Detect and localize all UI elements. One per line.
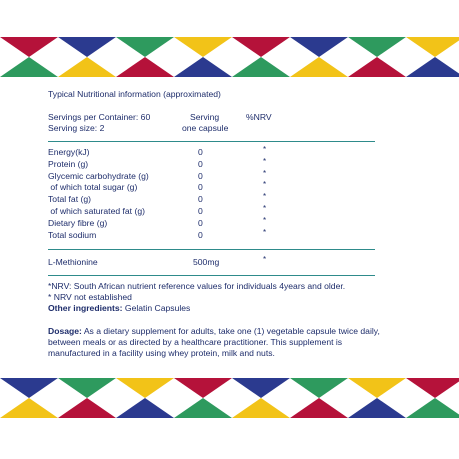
pattern-triangle [232, 378, 290, 398]
nutrient-nrv: * [263, 204, 267, 213]
serving-size: Serving size: 2 [48, 123, 105, 133]
divider [48, 275, 375, 276]
nutrient-name: Total sodium [48, 229, 97, 240]
nutrient-value: 0 [198, 194, 203, 205]
pattern-triangle [174, 398, 232, 418]
pattern-triangle [0, 57, 58, 77]
diamond-pattern [0, 37, 459, 77]
nutrient-name: Glycemic carbohydrate (g) [48, 170, 149, 181]
pattern-triangle [290, 57, 348, 77]
diamond-pattern [0, 378, 459, 418]
nutrient-nrv: * [263, 215, 267, 225]
pattern-triangle [58, 378, 116, 398]
dosage [48, 326, 383, 360]
active-nrv: * [263, 255, 267, 264]
pattern-triangle [406, 37, 459, 57]
nutrient-name: of which total sugar (g) [48, 182, 138, 193]
top-pattern-band [0, 37, 459, 77]
nutrient-name: Total fat (g) [48, 194, 91, 205]
nutrient-row [48, 206, 378, 218]
nutrient-nrv: * [263, 145, 267, 154]
nutrient-nrv: * [263, 227, 267, 237]
pattern-triangle [406, 398, 459, 418]
pattern-triangle [0, 378, 58, 398]
other-ingredients-label: Other ingredients: [48, 303, 123, 313]
dosage-label: Dosage: [48, 326, 82, 336]
nutrient-value: 0 [198, 206, 203, 216]
nutrient-row [48, 215, 378, 230]
pattern-triangle [116, 37, 174, 57]
pattern-triangle [232, 57, 290, 77]
serving-col-header-line2: one capsule [182, 123, 229, 133]
pattern-triangle [348, 398, 406, 418]
pattern-triangle [174, 57, 232, 77]
pattern-triangle [290, 37, 348, 57]
nrv-col-header: %NRV [246, 112, 272, 122]
pattern-triangle [116, 57, 174, 77]
pattern-triangle [232, 398, 290, 418]
active-name: L-Methionine [48, 257, 98, 267]
other-ingredients [48, 303, 378, 314]
pattern-triangle [116, 378, 174, 398]
pattern-triangle [232, 37, 290, 57]
active-value: 500mg [193, 257, 220, 267]
divider [48, 249, 375, 250]
nutrient-name: of which saturated fat (g) [48, 206, 145, 216]
pattern-triangle [406, 378, 459, 398]
nutrient-row [48, 194, 378, 206]
pattern-triangle [58, 398, 116, 418]
pattern-triangle [0, 398, 58, 418]
pattern-triangle [348, 57, 406, 77]
nutrient-nrv: * [263, 180, 267, 190]
nutrient-row [48, 156, 378, 171]
nutrient-row [48, 182, 378, 194]
pattern-triangle [290, 398, 348, 418]
bottom-pattern-band [0, 378, 459, 418]
pattern-triangle [174, 378, 232, 398]
nutrient-name: Energy(kJ) [48, 147, 90, 157]
table-title: Typical Nutritional information (approximated) [48, 89, 221, 99]
serving-col-header-line1: Serving [190, 112, 220, 122]
nrv-not-established: * NRV not established [48, 292, 132, 302]
nutrient-value: 0 [198, 147, 203, 157]
nutrient-row [48, 147, 378, 159]
nutrient-value: 0 [198, 229, 203, 240]
other-ingredients-value: Gelatin Capsules [122, 303, 191, 313]
nutrient-value: 0 [198, 158, 203, 169]
servings-per-container: Servings per Container: 60 [48, 112, 151, 122]
nutrient-name: Protein (g) [48, 158, 89, 169]
pattern-triangle [58, 57, 116, 77]
pattern-triangle [290, 378, 348, 398]
pattern-triangle [348, 378, 406, 398]
nutrient-nrv: * [263, 168, 267, 178]
pattern-triangle [116, 398, 174, 418]
nutrient-row [48, 227, 378, 242]
nutrient-value: 0 [198, 182, 203, 193]
nrv-definition: *NRV: South African nutrient reference values for individuals 4years and older. [48, 281, 346, 291]
pattern-triangle [406, 57, 459, 77]
active-ingredient-row [48, 257, 378, 269]
pattern-triangle [348, 37, 406, 57]
pattern-triangle [58, 37, 116, 57]
dosage-text: As a dietary supplement for adults, take one (1) vegetable capsule twice daily, between meals or as directed by a healthcare practitioner. This supplement is manufactured in a facility using whey protein, milk and nuts. [48, 326, 380, 359]
pattern-triangle [0, 37, 58, 57]
nutrient-row [48, 168, 378, 183]
nutrient-nrv: * [263, 192, 267, 202]
nutrient-value: 0 [198, 170, 203, 181]
nutrient-value: 0 [198, 217, 203, 228]
nutrient-nrv: * [263, 156, 267, 166]
nutrient-name: Dietary fibre (g) [48, 217, 108, 228]
pattern-triangle [174, 37, 232, 57]
divider [48, 141, 375, 142]
